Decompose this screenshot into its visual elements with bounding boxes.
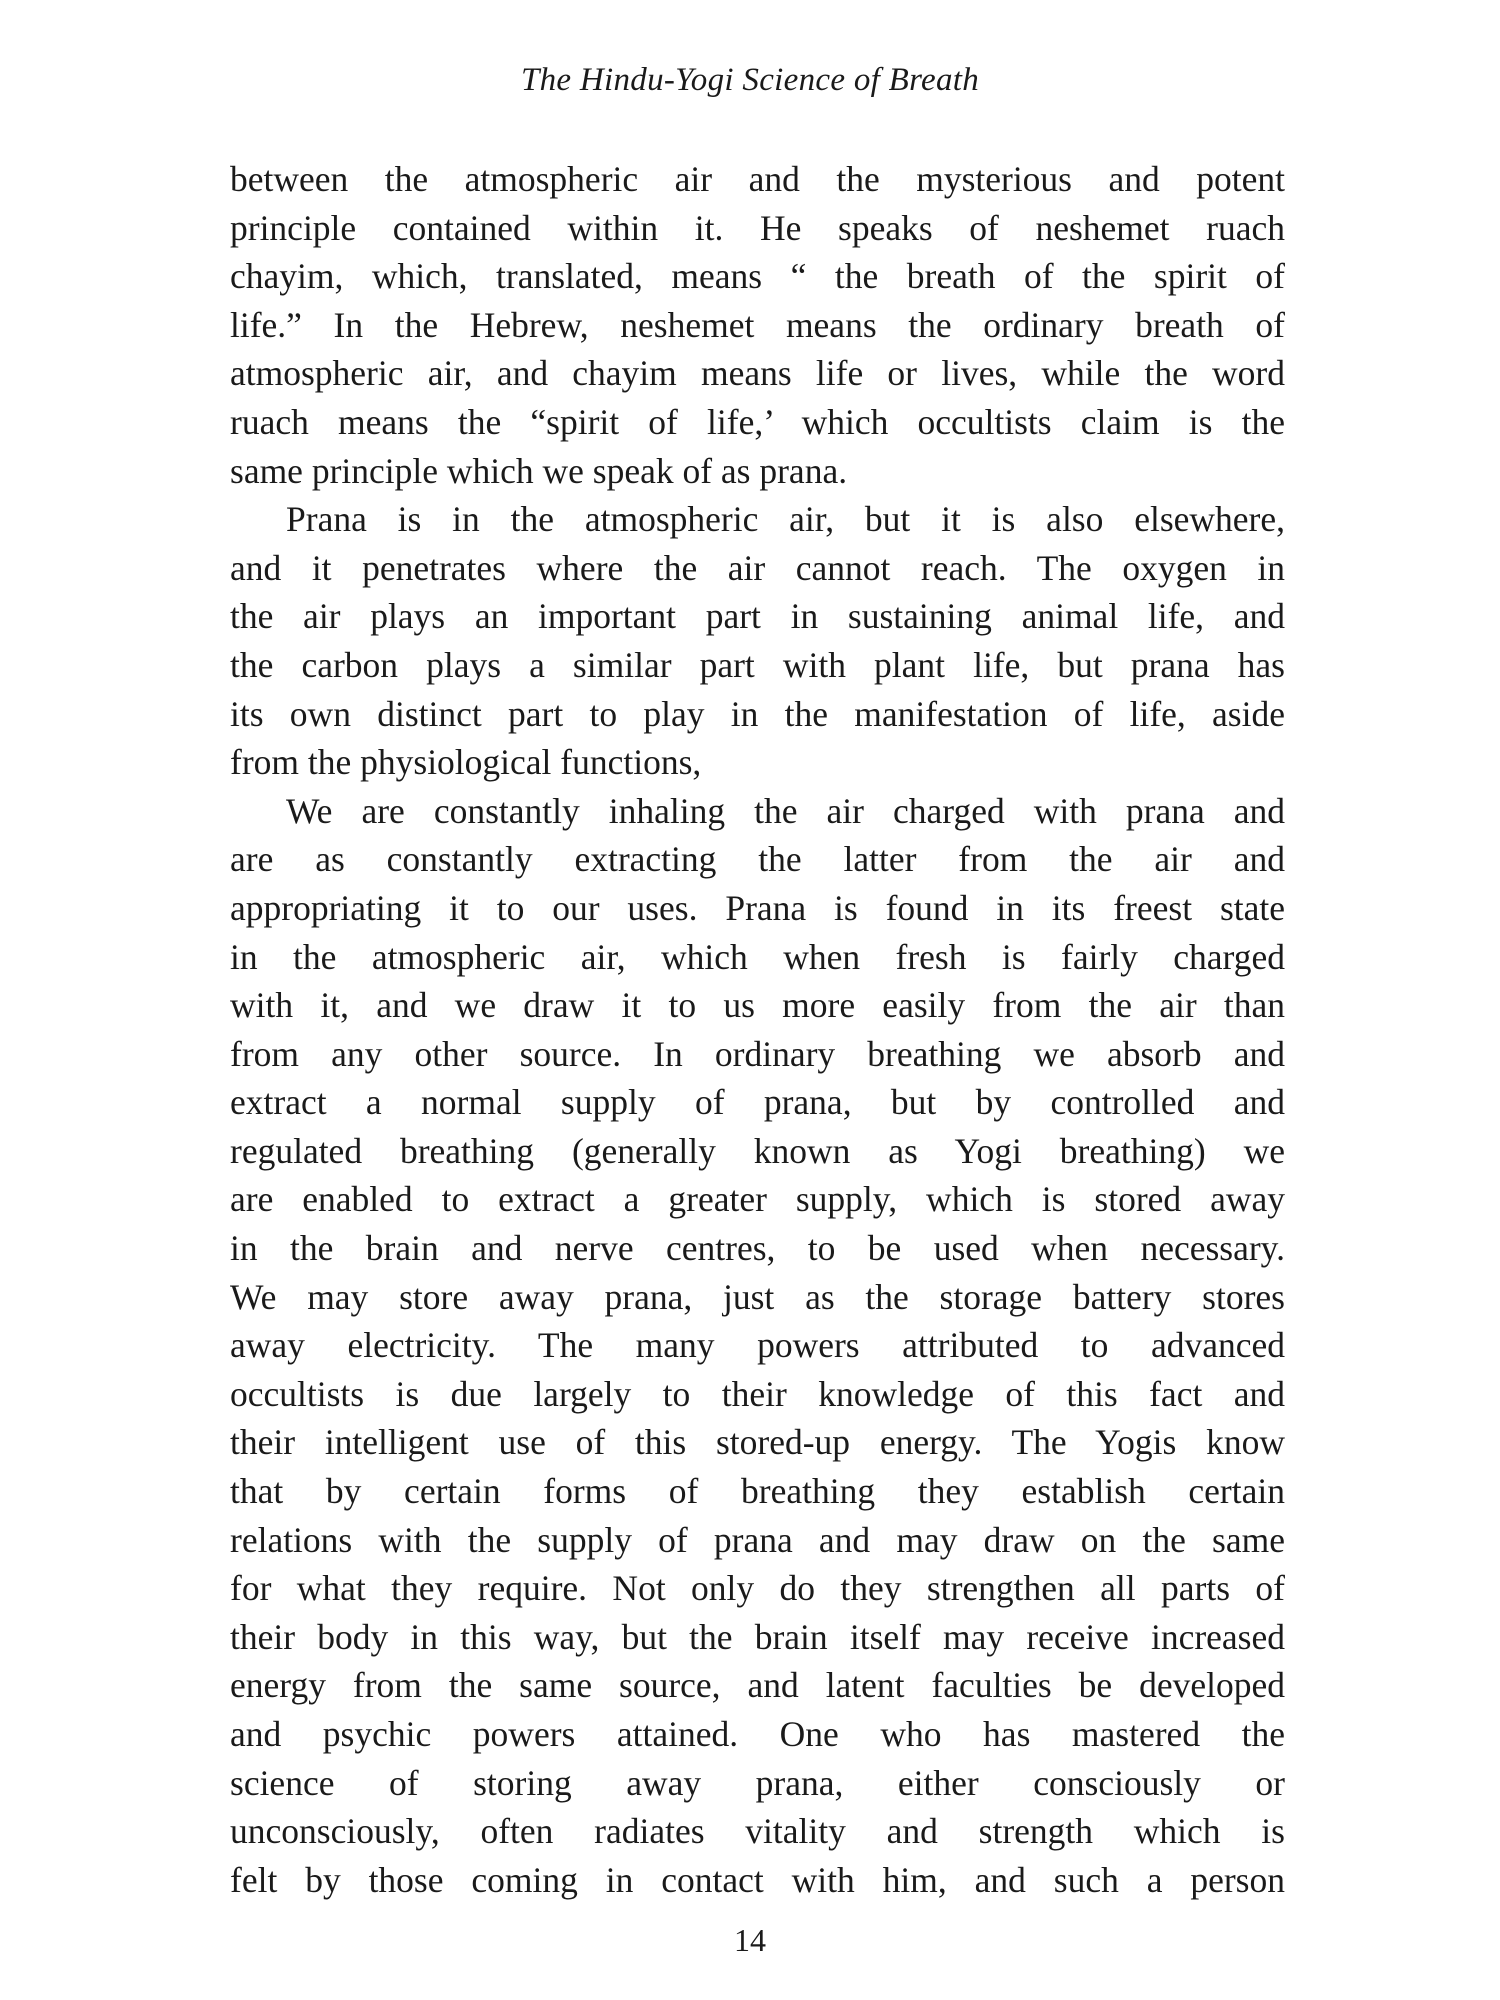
text-line: and psychic powers attained. One who has mastered the [230, 1714, 1285, 1754]
text-line: its own distinct part to play in the manifestation of life, aside [230, 693, 1285, 734]
text-line: ruach means the “spirit of life,’ which occultists claim is the [230, 401, 1285, 442]
text-line: their intelligent use of this stored-up energy. The Yogis know [230, 1422, 1285, 1463]
page-number: 14 [734, 1922, 766, 1958]
text-line: atmospheric air, and chayim means life or lives, while the word [230, 353, 1285, 394]
text-line: science of storing away prana, either consciously or [230, 1762, 1285, 1803]
text-line: from any other source. In ordinary breathing we absorb and [230, 1033, 1285, 1074]
text-line: and it penetrates where the air cannot reach. The oxygen in [230, 547, 1285, 588]
text-line: are enabled to extract a greater supply, which is stored away [230, 1179, 1285, 1220]
text-line: are as constantly extracting the latter from the air and [230, 839, 1285, 880]
text-line: chayim, which, translated, means “ the breath of the spirit of [230, 256, 1285, 297]
text-line: that by certain forms of breathing they establish certain [230, 1471, 1285, 1512]
running-head: The Hindu-Yogi Science of Breath [520, 62, 980, 98]
text-line: away electricity. The many powers attributed to advanced [230, 1325, 1285, 1366]
text-line: Prana is in the atmospheric air, but it is also elsewhere, [286, 499, 1285, 540]
text-line: in the brain and nerve centres, to be used when necessary. [230, 1228, 1285, 1269]
text-line: We are constantly inhaling the air charged with prana and [286, 790, 1285, 831]
text-line: We may store away prana, just as the storage battery stores [230, 1276, 1285, 1317]
text-line: regulated breathing (generally known as Yogi breathing) we [230, 1130, 1285, 1171]
text-line: energy from the same source, and latent faculties be developed [230, 1665, 1285, 1706]
text-line: the air plays an important part in sustaining animal life, and [230, 596, 1285, 637]
text-line: occultists is due largely to their knowledge of this fact and [230, 1373, 1285, 1414]
text-line: with it, and we draw it to us more easily from the air than [230, 985, 1285, 1026]
text-line: the carbon plays a similar part with plant life, but prana has [230, 644, 1285, 685]
text-line: in the atmospheric air, which when fresh is fairly charged [230, 936, 1285, 977]
text-line: between the atmospheric air and the mysterious and potent [230, 159, 1285, 199]
text-line: principle contained within it. He speaks of neshemet ruach [230, 207, 1285, 248]
text-line: for what they require. Not only do they strengthen all parts of [230, 1568, 1285, 1609]
text-line: life.” In the Hebrew, neshemet means the ordinary breath of [230, 304, 1285, 345]
text-line: appropriating it to our uses. Prana is found in its freest state [230, 887, 1285, 928]
text-line: their body in this way, but the brain itself may receive increased [230, 1616, 1285, 1657]
body-text [230, 155, 1285, 1904]
text-line: extract a normal supply of prana, but by controlled and [230, 1082, 1285, 1123]
text-line: unconsciously, often radiates vitality and strength which is [230, 1811, 1285, 1852]
text-line: relations with the supply of prana and may draw on the same [230, 1519, 1285, 1560]
text-line: same principle which we speak of as prana. [230, 450, 848, 491]
text-line: from the physiological functions, [230, 742, 702, 783]
text-line: felt by those coming in contact with him, and such a person [230, 1859, 1285, 1900]
